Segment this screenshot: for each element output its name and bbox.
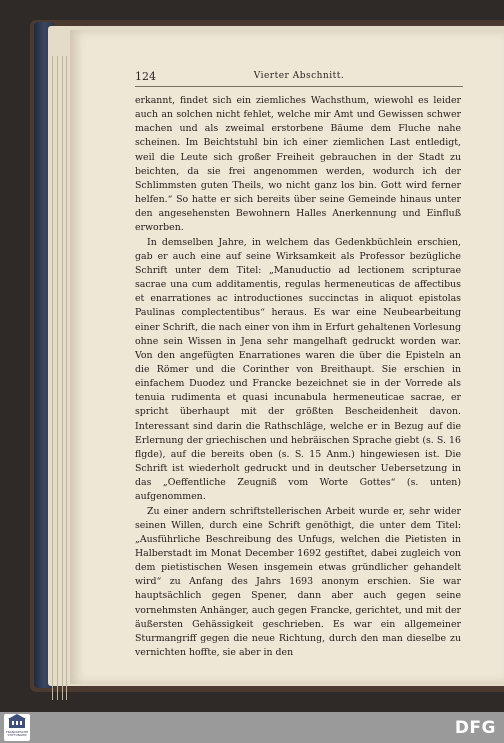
paragraph: erkannt, findet sich ein ziemliches Wachsthum, wiewohl es leider auch an solchen nicht fehlet, welche mir Amt und Gewissen schwer machen und als zweimal erstorbene Bäume dem Fluche nahe scheinen. Im Beichtstuhl bin ich einer ziemlichen Last entledigt, weil die Leute sich großer Freiheit gebrauchen in der Stadt zu beichten, da sie frei angenommen werden, wodurch ich der Schlimmsten guten Theils, wo nicht ganz los bin. Gott wird ferner helfen.“ So hatte er sich bereits über seine Gemeinde hinaus unter den angesehensten Bewohnern Halles Anerkennung und Einfluß erworben. (135, 95, 461, 234)
franckesche-stiftungen-logo[interactable] (4, 714, 30, 741)
leaf-edge (62, 56, 63, 700)
leaf-edge (66, 56, 67, 700)
body-text (135, 94, 461, 660)
book-page (70, 30, 504, 684)
leaf-edge (52, 56, 53, 700)
page-header (135, 70, 463, 87)
dfg-logo[interactable]: DFG (454, 718, 496, 738)
building-icon (4, 714, 30, 730)
logo-caption: FRANCKESCHE STIFTUNGEN (6, 730, 29, 737)
page-number: 124 (135, 70, 156, 83)
viewer-footer-bar (0, 712, 504, 743)
paragraph: In demselben Jahre, in welchem das Gedenkbüchlein erschien, gab er auch eine auf seine Wirksamkeit als Professor bezügliche Schrift unter dem Titel: „Manuductio ad lectionem scripturae sacrae una cum additamentis, regulas hermeneuticas de affectibus et enarrationes ac introductiones succinctas in aliquot epistolas Paulinas complectentibus“ heraus. Es war eine Neubearbeitung einer Schrift, die nach einer von ihm in Erfurt gehaltenen Vorlesung ohne sein Wissen in Jena sehr mangelhaft gedruckt worden war. Von den angefügten Enarrationes waren die über die Episteln an die Römer und die Corinther von Breithaupt. Sie erschien in einfachem Duodez und Francke bezeichnet sie in der Vorrede als tenuia rudimenta et quasi incunabula hermeneuticae sacrae, er spricht überhaupt mit der größten Bescheidenheit davon. Interessant sind darin die Rathschläge, welche er in Bezug auf die Erlernung der griechischen und hebräischen Sprache giebt (s. S. 16 flgde), auf die bereits oben (s. S. 15 Anm.) hingewiesen ist. Die Schrift ist wiederholt gedruckt und in deutscher Uebersetzung in das „Oeffentliche Zeugniß vom Worte Gottes“ (s. unten) aufgenommen. (135, 236, 461, 503)
leaf-edge (57, 56, 58, 700)
running-head: Vierter Abschnitt. (253, 71, 345, 81)
paragraph: Zu einer andern schriftstellerischen Arbeit wurde er, sehr wider seinen Willen, durch eine Schrift genöthigt, die unter dem Titel: „Ausführliche Beschreibung des Unfugs, welchen die Pietisten in Halberstadt im Monat December 1692 gestiftet, dabei zugleich von dem pietistischen Wesen insgemein etwas gründlicher gehandelt wird“ zu Anfang des Jahrs 1693 anonym erschien. Sie war hauptsächlich gegen Spener, dann aber auch gegen seine vornehmsten Anhänger, auch gegen Francke, gerichtet, und mit der äußersten Gehässigkeit geschrieben. Es war ein allgemeiner Sturmangriff gegen die neue Richtung, durch den man dieselbe zu vernichten hoffte, sie aber in den (135, 505, 461, 659)
